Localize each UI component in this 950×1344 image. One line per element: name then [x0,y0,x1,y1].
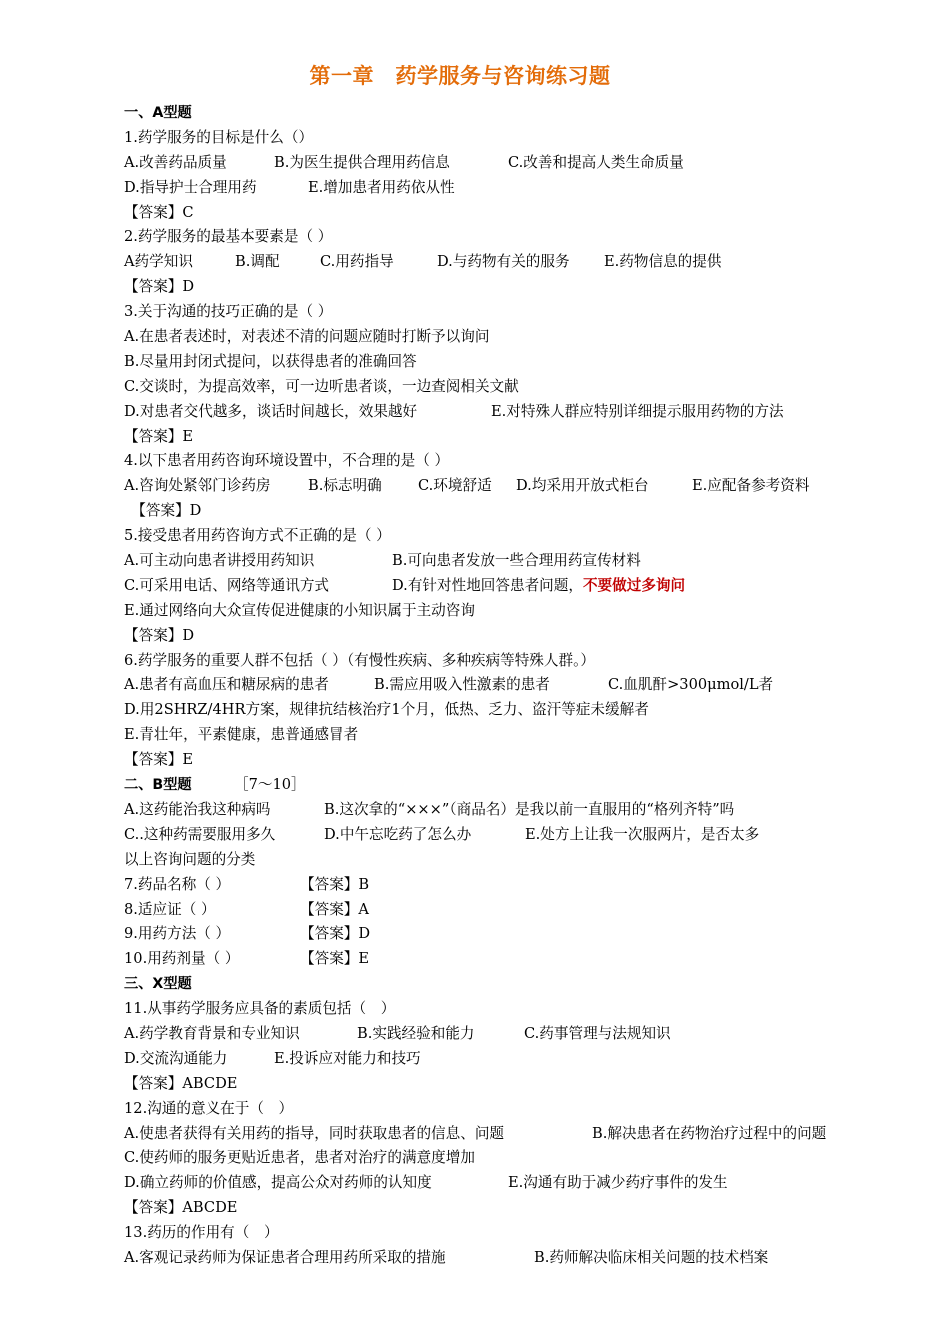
option-text [324,823,471,848]
options-line [124,673,924,698]
option-label: D.均采用开放式柜台 [516,477,649,495]
option-label: A药学知识 [124,253,193,271]
option-label: B.标志明确 [308,477,382,495]
options-line [124,400,924,425]
options-line [124,474,924,499]
option-label: 【答案】B [300,875,370,893]
text-line: 2.药学服务的最基本要素是（ ） [124,228,333,246]
option-text [437,250,570,275]
option-text [604,250,721,275]
option-text [524,1022,671,1047]
option-text [124,673,329,698]
option-text [508,151,684,176]
option-label: C..这种药需要服用多久 [124,825,276,843]
option-label: 7.药品名称（ ） [124,875,231,893]
option-label: B.需应用吸入性激素的患者 [374,676,550,694]
text-line: A.在患者表述时，对表述不清的问题应随时打断予以询问 [124,328,490,346]
option-label: A.改善药品质量 [124,153,227,171]
option-text [491,400,784,425]
option-text [235,250,280,275]
option-label: 8.适应证（ ） [124,900,216,918]
options-line [124,798,924,823]
option-text [418,474,492,499]
options-line [124,176,924,201]
text-line: E.通过网络向大众宣传促进健康的小知识属于主动咨询 [124,601,475,619]
option-label: A.患者有高血压和糖尿病的患者 [124,676,329,694]
option-text [124,823,275,848]
option-label: A.这药能治我这种病吗 [124,800,271,818]
option-label: E.对特殊人群应特别详细提示服用药物的方法 [491,402,784,420]
options-line [124,922,924,947]
text-line: 3.关于沟通的技巧正确的是（ ） [124,303,333,321]
option-label: D.对患者交代越多，谈话时间越长，效果越好 [124,402,418,420]
text-line: E.青壮年，平素健康，患普通感冒者 [124,726,359,744]
text-line: 1.药学服务的目标是什么（） [124,128,314,146]
option-label: B.药师解决临床相关问题的技术档案 [534,1248,769,1266]
option-label: ［7～10］ [234,776,306,794]
option-text [124,574,329,599]
option-text [124,898,216,923]
text-line: 以上咨询问题的分类 [124,850,256,868]
option-label: D.交流沟通能力 [124,1049,228,1067]
option-text [525,823,759,848]
option-label: D.有针对性地回答患者问题， [392,576,583,594]
options-line [124,823,924,848]
option-text [516,474,649,499]
option-text [124,151,227,176]
option-label: 10.用药剂量（ ） [124,950,240,968]
text-line: 4.以下患者用药咨询环境设置中，不合理的是（ ） [124,452,450,470]
option-text [124,873,230,898]
options-line [124,1022,924,1047]
option-label: E.处方上让我一次服两片，是否太多 [525,825,760,843]
option-text [274,1047,421,1072]
option-text [592,1122,826,1147]
option-label: E.增加患者用药依从性 [308,178,455,196]
option-label: C.用药指导 [320,253,394,271]
option-text [300,947,369,972]
option-text [124,1122,504,1147]
option-label: D.与药物有关的服务 [437,253,570,271]
option-label: E.投诉应对能力和技巧 [274,1049,421,1067]
option-text [124,1246,446,1271]
highlighted-text: 不要做过多询问 [582,576,686,594]
option-label: C.环境舒适 [418,477,492,495]
text-line: 5.接受患者用药咨询方式不正确的是（ ） [124,527,391,545]
option-label: B.可向患者发放一些合理用药宣传材料 [392,552,641,570]
option-label: C.改善和提高人类生命质量 [508,153,684,171]
options-line [124,898,924,923]
option-text [124,400,417,425]
text-line: C.交谈时，为提高效率，可一边听患者谈，一边查阅相关文献 [124,377,519,395]
option-text [608,673,773,698]
option-label: C.可采用电话、网络等通讯方式 [124,576,330,594]
option-text [274,151,450,176]
options-line [124,250,924,275]
option-text [124,250,193,275]
text-line: 6.药学服务的重要人群不包括（ ）（有慢性疾病、多种疾病等特殊人群。） [124,651,595,669]
section-heading: 三、X型题 [124,976,192,993]
document-body [124,101,924,1271]
option-label: 【答案】D [300,925,371,943]
option-text [124,176,257,201]
option-text [308,474,382,499]
option-label: B.为医生提供合理用药信息 [274,153,450,171]
option-label: B.这次拿的“×××”（商品名）是我以前一直服用的“格列齐特”吗 [324,800,735,818]
text-line: 11.从事药学服务应具备的素质包括（ ） [124,1000,396,1018]
option-label: D.中午忘吃药了怎么办 [324,825,472,843]
option-label: E.药物信息的提供 [604,253,722,271]
option-text [692,474,809,499]
option-text [534,1246,768,1271]
option-label: A.客观记录药师为保证患者合理用药所采取的措施 [124,1248,446,1266]
text-line: 13.药历的作用有（ ） [124,1224,279,1242]
option-text [308,176,455,201]
options-line [124,549,924,574]
options-line [124,1047,924,1072]
option-text [124,922,230,947]
option-text [392,549,641,574]
option-label: B.解决患者在药物治疗过程中的问题 [592,1124,827,1142]
option-text [124,1022,300,1047]
option-label: A.使患者获得有关用药的指导，同时获取患者的信息、问题 [124,1124,505,1142]
text-line: 【答案】D [124,278,195,296]
option-label: D.确立药师的价值感，提高公众对药师的认知度 [124,1174,432,1192]
option-label: B.调配 [235,253,280,271]
option-text [124,1047,227,1072]
text-line: 【答案】E [124,751,194,769]
option-text [324,798,734,823]
options-line [124,574,924,599]
option-text [124,474,271,499]
options-line [124,1122,924,1147]
options-line [124,773,924,798]
option-label: B.实践经验和能力 [357,1024,475,1042]
option-text [374,673,550,698]
text-line: 12.沟通的意义在于（ ） [124,1099,294,1117]
text-line: 【答案】C [124,203,194,221]
options-line [124,873,924,898]
text-line: 【答案】ABCDE [124,1074,238,1092]
options-line [124,947,924,972]
option-label: C.血肌酐>300μmol/L者 [608,676,774,694]
option-label: A.药学教育背景和专业知识 [124,1024,300,1042]
options-line [124,1246,924,1271]
option-label: 二、B型题 [124,777,192,794]
page-title: 第一章 药学服务与咨询练习题 [309,64,611,88]
option-label: 【答案】E [300,950,370,968]
option-text [320,250,394,275]
option-text [124,1171,432,1196]
text-line: 【答案】D [124,626,195,644]
text-line: 【答案】ABCDE [124,1199,238,1217]
option-text [124,549,314,574]
option-label: D.指导护士合理用药 [124,178,257,196]
text-line: B.尽量用封闭式提问，以获得患者的准确回答 [124,352,417,370]
option-text [300,898,369,923]
option-label: 9.用药方法（ ） [124,925,231,943]
text-line: 【答案】E [124,427,194,445]
option-text [124,798,271,823]
option-label: E.应配备参考资料 [692,477,810,495]
options-line [124,151,924,176]
option-text [300,922,370,947]
option-text [392,574,685,599]
text-line: C.使药师的服务更贴近患者，患者对治疗的满意度增加 [124,1149,475,1167]
option-text [124,947,239,972]
section-heading [124,773,192,798]
option-text [508,1171,728,1196]
options-line [124,1171,924,1196]
text-line: 【答案】D [124,502,202,520]
option-text [300,873,369,898]
option-text [234,773,306,798]
option-label: E.沟通有助于减少药疗事件的发生 [508,1174,728,1192]
option-label: 【答案】A [300,900,369,918]
option-label: A.咨询处紧邻门诊药房 [124,477,271,495]
section-heading: 一、A型题 [124,105,192,121]
option-text [357,1022,475,1047]
option-label: C.药事管理与法规知识 [524,1024,671,1042]
option-label: A.可主动向患者讲授用药知识 [124,552,315,570]
text-line: D.用2SHRZ/4HR方案，规律抗结核治疗1个月，低热、乏力、盗汗等症未缓解者 [124,701,649,719]
